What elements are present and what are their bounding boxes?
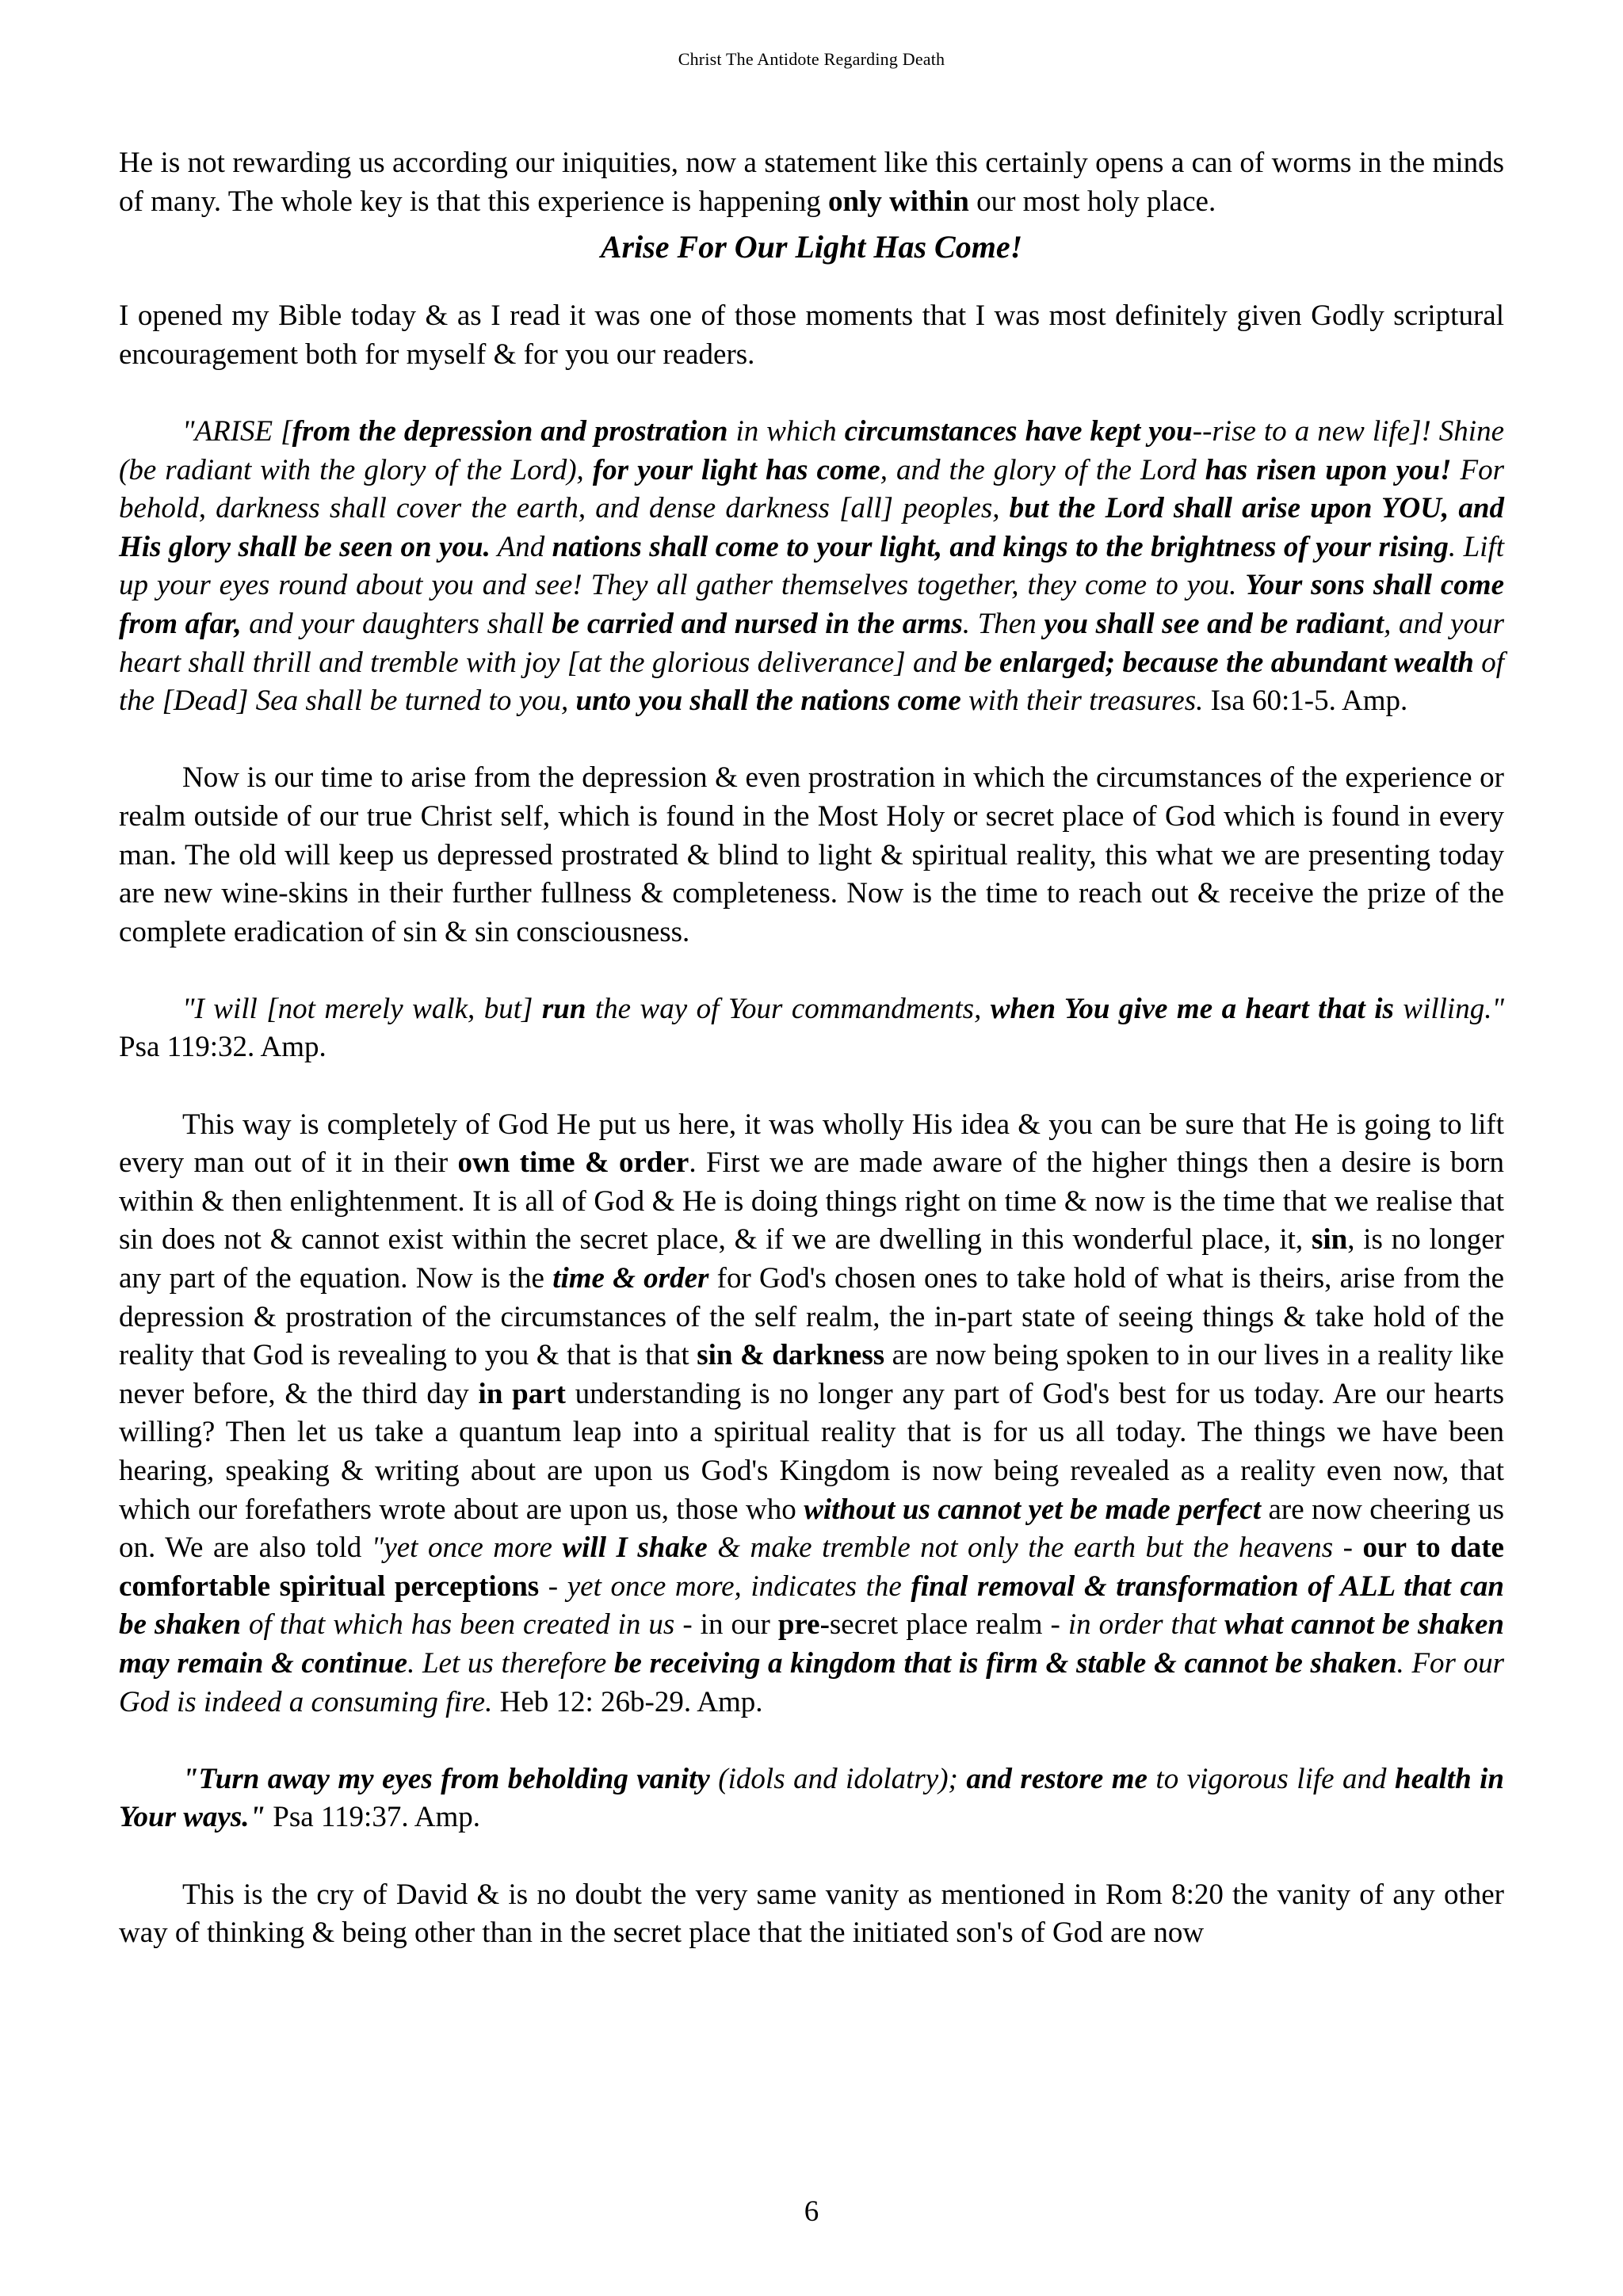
paragraph-1: He is not rewarding us according our iniquities, now a statement like this certainly opens a can of worms in the minds of many. The whole key is that this experience is happening only within our most holy place. bbox=[119, 147, 1504, 218]
section-heading: Arise For Our Light Has Come! bbox=[600, 229, 1023, 265]
paragraph-2: I opened my Bible today & as I read it was one of those moments that I was most definitely given Godly scriptural encouragement both for myself & for you our readers. bbox=[119, 299, 1504, 371]
scripture-reference: Heb 12: 26b-29. Amp. bbox=[492, 1685, 763, 1718]
paragraph-3: Now is our time to arise from the depression & even prostration in which the circumstances of the experience or realm outside of our true Christ self, which is found in the Most Holy or secret place of God which is found in every man. The old will keep us depressed prostrated & blind to light & spiritual reality, this what we are presenting today are new wine-skins in their further fullness & completeness. Now is the time to reach out & receive the prize of the complete eradication of sin & sin consciousness. bbox=[119, 761, 1504, 948]
scripture-reference: Psa 119:32. Amp. bbox=[119, 1031, 327, 1064]
paragraph-4: This way is completely of God He put us here, it was wholly His idea & you can be sure that He is going to lift every man out of it in their own time & order. First we are made aware of the higher things then a desire is born within & then enlightenment. It is all of God & He is doing things right on time & now is the time that we realise that sin does not & cannot exist within the secret place, & if we are dwelling in this wonderful place, it, sin, is no longer any part of the equation. Now is the time & order for God's chosen ones to take hold of what is theirs, arise from the depression & prostration of the circumstances of the self realm, the in-part state of seeing things & take hold of the reality that God is revealing to you & that is that sin & darkness are now being spoken to in our lives in a reality like never before, & the third day in part understanding is no longer any part of God's best for us today. Are our hearts willing? Then let us take a quantum leap into a spiritual reality that is for us all today. The things we have been hearing, speaking & writing about are upon us God's Kingdom is now being revealed as a reality even now, that which our forefathers wrote about are upon us, those who without us cannot yet be made perfect are now cheering us on. We are also told "yet once more will I shake & make tremble not only the earth but the heavens - our to date comfortable spiritual perceptions - yet once more, indicates the final removal & transformation of ALL that can be shaken of that which has been created in us - in our pre-secret place realm - in order that what cannot be shaken may remain & continue. Let us therefore be receiving a kingdom that is firm & stable & cannot be shaken. For our God is indeed a consuming fire. Heb 12: 26b-29. Amp. bbox=[119, 1108, 1505, 1718]
page-number: 6 bbox=[804, 2195, 819, 2228]
scripture-reference: Psa 119:37. Amp. bbox=[265, 1801, 481, 1834]
running-title: Christ The Antidote Regarding Death bbox=[678, 49, 945, 69]
scripture-reference: Isa 60:1-5. Amp. bbox=[1203, 685, 1408, 718]
scripture-quote-psalm-119-37: "Turn away my eyes from beholding vanity (idols and idolatry); and restore me to vigorous life and health in Your ways." Psa 119:37. Amp. bbox=[119, 1762, 1505, 1834]
page-body bbox=[119, 144, 1504, 1953]
scripture-quote-isaiah: "ARISE [from the depression and prostration in which circumstances have kept you--rise to a new life]! Shine (be radiant with the glory of the Lord), for your light has come, and the glory of the Lord has risen upon you! For behold, darkness shall cover the earth, and dense darkness [all] peoples, but the Lord shall arise upon YOU, and His glory shall be seen on you. And nations shall come to your light, and kings to the brightness of your rising. Lift up your eyes round about you and see! They all gather themselves together, they come to you. Your sons shall come from afar, and your daughters shall be carried and nursed in the arms. Then you shall see and be radiant, and your heart shall thrill and tremble with joy [at the glorious deliverance] and be enlarged; because the abundant wealth of the [Dead] Sea shall be turned to you, unto you shall the nations come with their treasures. Isa 60:1-5. Amp. bbox=[119, 414, 1505, 718]
paragraph-5: This is the cry of David & is no doubt the very same vanity as mentioned in Rom 8:20 the vanity of any other way of thinking & being other than in the secret place that the initiated son's of God are now bbox=[119, 1878, 1504, 1950]
scripture-quote-psalm-119-32: "I will [not merely walk, but] run the way of Your commandments, when You give me a heart that is willing." Psa 119:32. Amp. bbox=[119, 992, 1504, 1064]
